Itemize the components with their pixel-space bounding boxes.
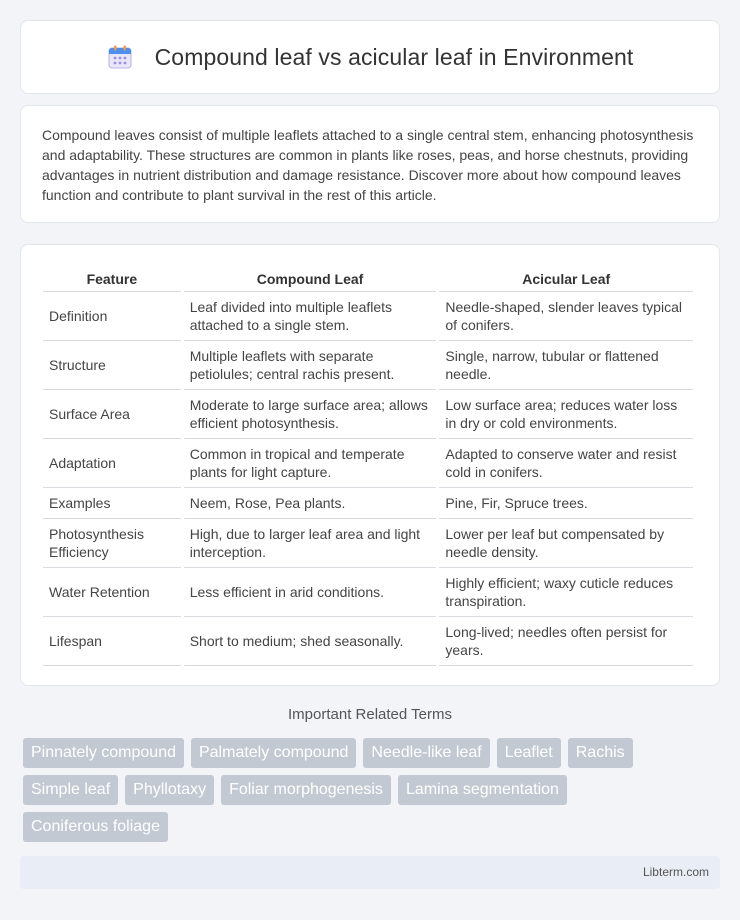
page-title: Compound leaf vs acicular leaf in Environment xyxy=(154,43,634,70)
term-tag[interactable]: Needle-like leaf xyxy=(363,738,489,768)
term-tag[interactable]: Rachis xyxy=(568,738,633,768)
related-terms-title: Important Related Terms xyxy=(288,706,452,723)
term-tag[interactable]: Coniferous foliage xyxy=(23,812,168,842)
cell-feature: Lifespan xyxy=(43,617,181,666)
cell-feature: Photosynthesis Efficiency xyxy=(43,519,181,568)
cell-compound: Neem, Rose, Pea plants. xyxy=(184,488,437,519)
table-row xyxy=(43,568,693,617)
table-row xyxy=(43,341,693,390)
term-tag[interactable]: Simple leaf xyxy=(23,775,118,805)
term-tag[interactable]: Lamina segmentation xyxy=(398,775,567,805)
term-tag[interactable]: Palmately compound xyxy=(191,738,356,768)
cell-compound: High, due to larger leaf area and light interception. xyxy=(184,519,437,568)
footer xyxy=(20,856,720,889)
comparison-table xyxy=(40,263,696,666)
table-row xyxy=(43,292,693,341)
cell-acicular: Adapted to conserve water and resist cold in conifers. xyxy=(439,439,693,488)
cell-feature: Examples xyxy=(43,488,181,519)
cell-feature: Surface Area xyxy=(43,390,181,439)
cell-feature: Definition xyxy=(43,292,181,341)
cell-compound: Common in tropical and temperate plants for light capture. xyxy=(184,439,437,488)
cell-compound: Short to medium; shed seasonally. xyxy=(184,617,437,666)
cell-feature: Structure xyxy=(43,341,181,390)
header-compound-leaf: Compound Leaf xyxy=(184,263,437,292)
cell-acicular: Needle-shaped, slender leaves typical of conifers. xyxy=(439,292,693,341)
intro-text: Compound leaves consist of multiple leaflets attached to a single central stem, enhancing photosynthesis and adaptability. These structures are common in plants like roses, peas, and horse chestnuts, providing advantages in nutrient distribution and damage resistance. Discover more about how compound leaves function and contribute to plant survival in the rest of this article. xyxy=(42,127,694,203)
term-tag[interactable]: Pinnately compound xyxy=(23,738,184,768)
table-header-row xyxy=(43,263,693,292)
cell-acicular: Single, narrow, tubular or flattened needle. xyxy=(439,341,693,390)
term-tag[interactable]: Foliar morphogenesis xyxy=(221,775,391,805)
header-card xyxy=(20,20,720,94)
comparison-card xyxy=(20,244,720,686)
cell-compound: Less efficient in arid conditions. xyxy=(184,568,437,617)
table-row xyxy=(43,488,693,519)
table-row xyxy=(43,519,693,568)
header-feature: Feature xyxy=(43,263,181,292)
cell-acicular: Highly efficient; waxy cuticle reduces transpiration. xyxy=(439,568,693,617)
cell-acicular: Low surface area; reduces water loss in dry or cold environments. xyxy=(439,390,693,439)
table-row xyxy=(43,439,693,488)
intro-card xyxy=(20,105,720,223)
cell-acicular: Pine, Fir, Spruce trees. xyxy=(439,488,693,519)
table-row xyxy=(43,617,693,666)
footer-site-link[interactable]: Libterm.com xyxy=(642,865,709,879)
cell-acicular: Lower per leaf but compensated by needle density. xyxy=(439,519,693,568)
cell-feature: Adaptation xyxy=(43,439,181,488)
cell-compound: Leaf divided into multiple leaflets attached to a single stem. xyxy=(184,292,437,341)
calendar-icon xyxy=(107,44,133,70)
term-tag[interactable]: Phyllotaxy xyxy=(125,775,214,805)
header-acicular-leaf: Acicular Leaf xyxy=(439,263,693,292)
table-row xyxy=(43,390,693,439)
cell-feature: Water Retention xyxy=(43,568,181,617)
cell-compound: Multiple leaflets with separate petiolules; central rachis present. xyxy=(184,341,437,390)
cell-acicular: Long-lived; needles often persist for years. xyxy=(439,617,693,666)
related-terms-list xyxy=(23,738,713,842)
term-tag[interactable]: Leaflet xyxy=(497,738,561,768)
cell-compound: Moderate to large surface area; allows efficient photosynthesis. xyxy=(184,390,437,439)
